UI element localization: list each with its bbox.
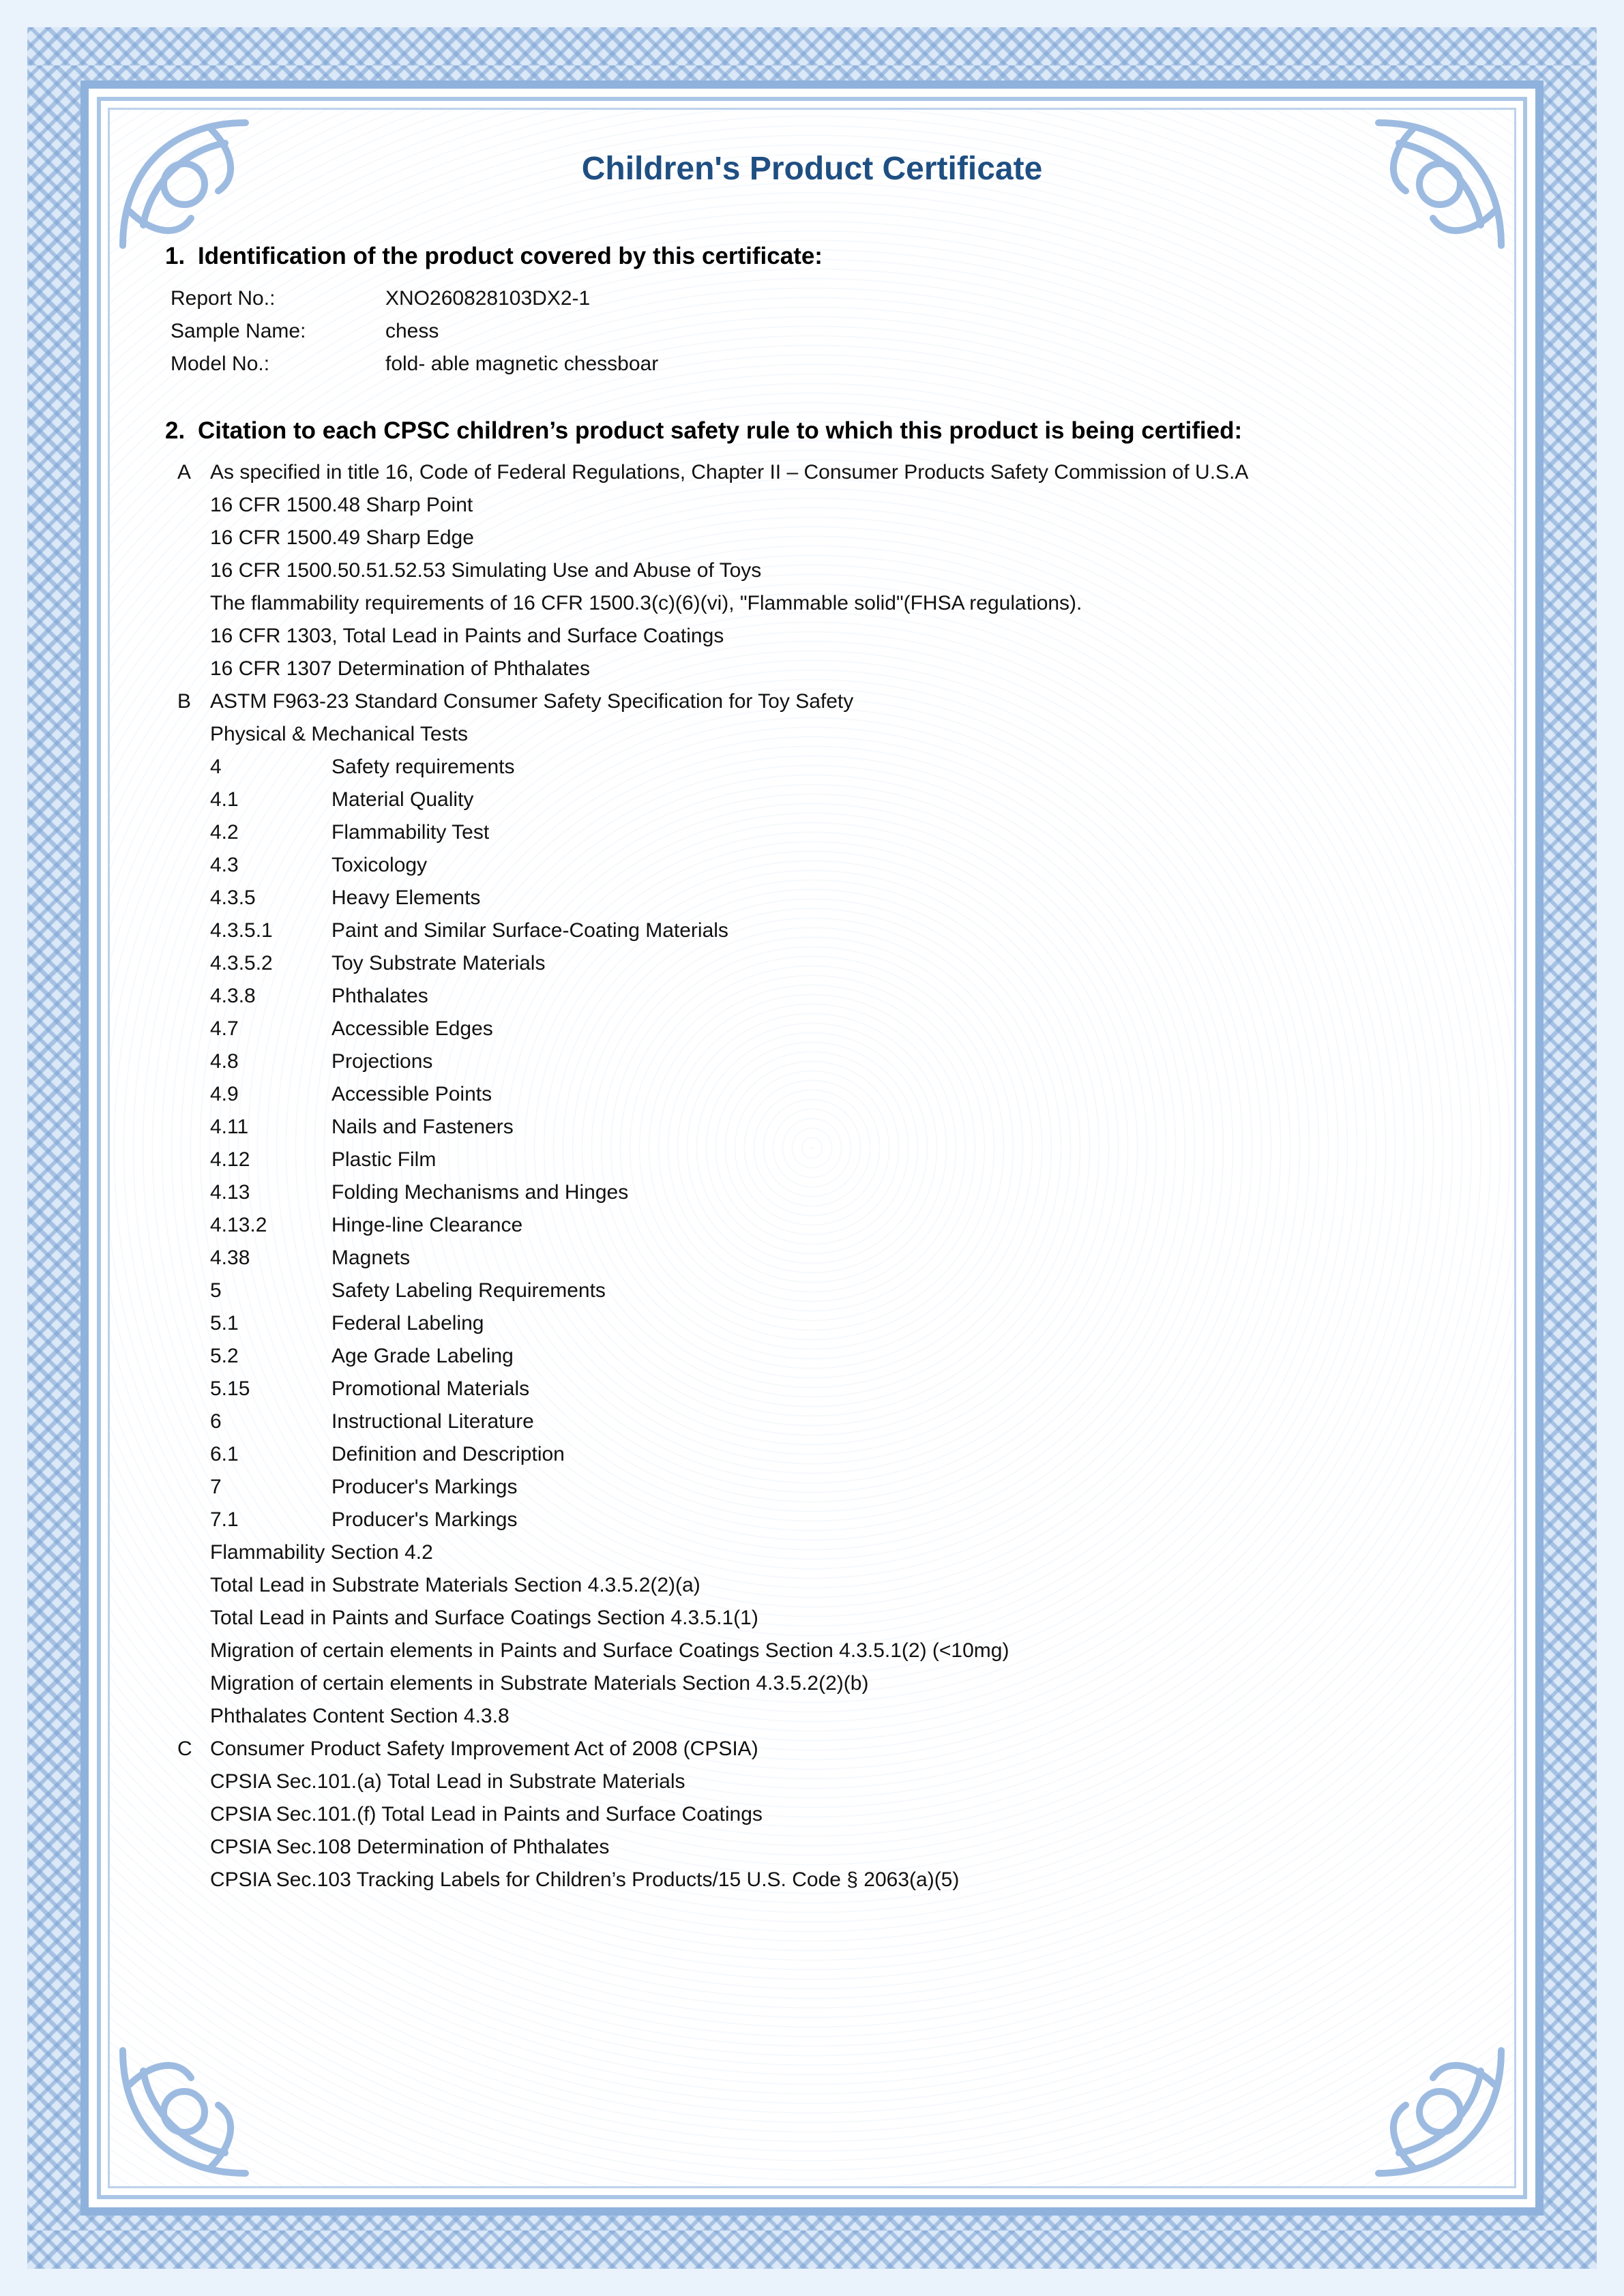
list-item: CPSIA Sec.108 Determination of Phthalates	[210, 1836, 610, 1858]
clause-desc: Toxicology	[331, 854, 428, 876]
clause-desc: Accessible Edges	[331, 1017, 493, 1040]
clause-code: 5.2	[210, 1345, 239, 1367]
group-a-intro: As specified in title 16, Code of Federal Regulations, Chapter II – Consumer Products Safety Commission of U.S.A	[210, 461, 1249, 483]
clause-desc: Producer's Markings	[331, 1508, 518, 1531]
clause-desc: Instructional Literature	[331, 1410, 534, 1433]
section-number: 2.	[165, 417, 186, 444]
model-number-value: fold- able magnetic chessboar	[385, 353, 659, 375]
clause-code: 6.1	[210, 1443, 239, 1465]
clause-desc: Definition and Description	[331, 1443, 565, 1465]
clause-code: 4.1	[210, 788, 239, 811]
list-item: CPSIA Sec.103 Tracking Labels for Children’s Products/15 U.S. Code § 2063(a)(5)	[210, 1868, 960, 1891]
clause-code: 4.7	[210, 1017, 239, 1040]
clause-desc: Folding Mechanisms and Hinges	[331, 1181, 629, 1204]
sample-name-value: chess	[385, 320, 439, 342]
clause-code: 4.3.5.2	[210, 952, 273, 974]
list-item: 16 CFR 1307 Determination of Phthalates	[210, 657, 590, 680]
group-b-subheading: Physical & Mechanical Tests	[210, 723, 468, 745]
list-item: Migration of certain elements in Paints and Surface Coatings Section 4.3.5.1(2) (<10mg)	[210, 1639, 1009, 1662]
clause-code: 6	[210, 1410, 222, 1433]
list-item: 16 CFR 1500.49 Sharp Edge	[210, 526, 474, 549]
report-number-value: XNO260828103DX2-1	[385, 287, 591, 310]
list-item: 16 CFR 1303, Total Lead in Paints and Surface Coatings	[210, 625, 724, 647]
clause-code: 4.13.2	[210, 1214, 267, 1236]
section-2-heading	[165, 417, 1242, 445]
clause-desc: Hinge-line Clearance	[331, 1214, 523, 1236]
clause-desc: Material Quality	[331, 788, 474, 811]
list-item: Flammability Section 4.2	[210, 1541, 433, 1564]
clause-code: 4.8	[210, 1050, 239, 1073]
clause-desc: Toy Substrate Materials	[331, 952, 546, 974]
clause-desc: Safety Labeling Requirements	[331, 1279, 606, 1302]
clause-code: 7.1	[210, 1508, 239, 1531]
group-b-intro: ASTM F963-23 Standard Consumer Safety Specification for Toy Safety	[210, 690, 854, 713]
clause-desc: Safety requirements	[331, 756, 515, 778]
clause-desc: Magnets	[331, 1247, 411, 1269]
clause-code: 4	[210, 756, 222, 778]
clause-code: 4.3.5.1	[210, 919, 273, 942]
group-letter: A	[177, 461, 192, 483]
section-heading-text: Identification of the product covered by this certificate:	[198, 243, 823, 269]
clause-desc: Heavy Elements	[331, 886, 481, 909]
section-1-heading	[165, 243, 823, 270]
clause-code: 4.3.5	[210, 886, 256, 909]
list-item: CPSIA Sec.101.(f) Total Lead in Paints and Surface Coatings	[210, 1803, 763, 1825]
clause-desc: Producer's Markings	[331, 1476, 518, 1498]
clause-code: 4.11	[210, 1116, 249, 1138]
clause-code: 7	[210, 1476, 222, 1498]
group-c-intro: Consumer Product Safety Improvement Act of 2008 (CPSIA)	[210, 1738, 758, 1760]
clause-code: 4.12	[210, 1148, 250, 1171]
section-heading-text: Citation to each CPSC children’s product safety rule to which this product is being certified:	[198, 417, 1243, 444]
field-label: Model No.:	[171, 353, 270, 375]
clause-code: 5	[210, 1279, 222, 1302]
clause-code: 4.2	[210, 821, 239, 844]
clause-desc: Flammability Test	[331, 821, 490, 844]
field-label: Sample Name:	[171, 320, 306, 342]
list-item: Migration of certain elements in Substrate Materials Section 4.3.5.2(2)(b)	[210, 1672, 869, 1695]
clause-desc: Projections	[331, 1050, 433, 1073]
clause-desc: Nails and Fasteners	[331, 1116, 514, 1138]
clause-code: 5.15	[210, 1377, 250, 1400]
list-item: 16 CFR 1500.48 Sharp Point	[210, 494, 473, 516]
list-item: Total Lead in Paints and Surface Coatings Section 4.3.5.1(1)	[210, 1607, 758, 1629]
clause-code: 4.3	[210, 854, 239, 876]
list-item: Total Lead in Substrate Materials Section 4.3.5.2(2)(a)	[210, 1574, 700, 1596]
clause-code: 4.13	[210, 1181, 250, 1204]
clause-desc: Plastic Film	[331, 1148, 437, 1171]
list-item: 16 CFR 1500.50.51.52.53 Simulating Use and Abuse of Toys	[210, 559, 762, 582]
field-label: Report No.:	[171, 287, 276, 310]
clause-desc: Age Grade Labeling	[331, 1345, 514, 1367]
section-number: 1.	[165, 243, 186, 269]
list-item: The flammability requirements of 16 CFR 1500.3(c)(6)(vi), "Flammable solid"(FHSA regulations).	[210, 592, 1082, 614]
clause-desc: Phthalates	[331, 985, 428, 1007]
clause-code: 4.3.8	[210, 985, 256, 1007]
clause-desc: Accessible Points	[331, 1083, 492, 1105]
clause-code: 5.1	[210, 1312, 239, 1335]
list-item: Phthalates Content Section 4.3.8	[210, 1705, 510, 1727]
clause-desc: Promotional Materials	[331, 1377, 530, 1400]
list-item: CPSIA Sec.101.(a) Total Lead in Substrate Materials	[210, 1770, 685, 1793]
clause-desc: Federal Labeling	[331, 1312, 484, 1335]
clause-desc: Paint and Similar Surface-Coating Materials	[331, 919, 728, 942]
group-letter: C	[177, 1738, 192, 1760]
clause-code: 4.38	[210, 1247, 250, 1269]
page-title: Children's Product Certificate	[581, 151, 1043, 187]
clause-code: 4.9	[210, 1083, 239, 1105]
group-letter: B	[177, 690, 192, 713]
